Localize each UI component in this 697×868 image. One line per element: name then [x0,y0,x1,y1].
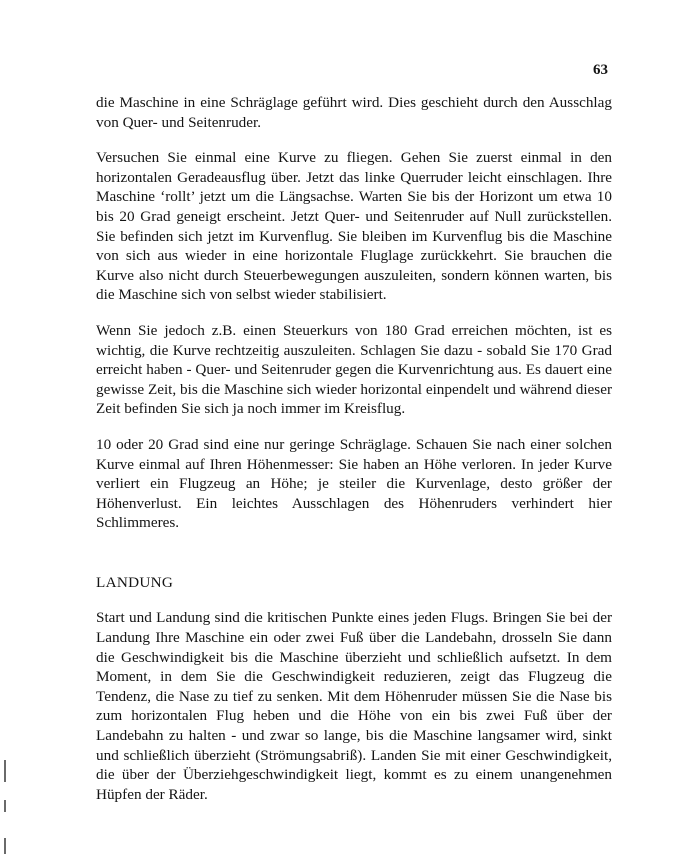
paragraph-schraeglage: die Maschine in eine Schräglage geführt wird. Dies geschieht durch den Ausschlag von Quer- und Seitenruder. [96,94,612,131]
paragraph-hoehenverlust: 10 oder 20 Grad sind eine nur geringe Schräglage. Schauen Sie nach einer solchen Kurve einmal auf Ihren Höhenmesser: Sie haben an Höhe verloren. In jeder Kurve verliert ein Flugzeug an Höhe; je steiler die Kurvenlage, desto größer der Höhenverlust. Ein leichtes Ausschlagen des Höhenruders verhindert hier Schlimmeres. [96,435,612,532]
section-heading-landung: LANDUNG [96,573,174,591]
paragraph-landung: Start und Landung sind die kritischen Punkte eines jeden Flugs. Bringen Sie bei der Landung Ihre Maschine ein oder zwei Fuß über die Landebahn, drosseln Sie dann die Geschwindigkeit bis die Maschine überzieht und schließlich aufsetzt. In dem Moment, in dem Sie die Geschwindigkeit reduzieren, zeigt das Flugzeug die Tendenz, die Nase zu tief zu senken. Mit dem Höhenruder müssen Sie die Nase bis zum horizontalen Flug heben und die Höhe von ein bis zwei Fuß über der Landebahn zu halten - und zwar so lange, bis die Maschine langsamer wird, sinkt und schließlich überzieht (Strömungsabriß). Landen Sie mit einer Geschwindigkeit, die über der Überziehgeschwindigkeit liegt, kommt es zu einem unangenehmen Hüpfen der Räder. [96,609,612,803]
paragraph-steuerkurs: Wenn Sie jedoch z.B. einen Steuerkurs von 180 Grad erreichen möchten, ist es wichtig, die Kurve rechtzeitig auszuleiten. Schlagen Sie dazu - sobald Sie 170 Grad erreicht haben - Quer- und Seitenruder gegen die Kurvenrichtung aus. Es dauert eine gewisse Zeit, bis die Maschine sich wieder horizontal einpendelt und während dieser Zeit befinden Sie sich ja noch immer im Kreisflug. [96,321,612,418]
page-content [96,93,612,820]
scan-edge-mark [4,800,6,812]
paragraph-kurve-fliegen: Versuchen Sie einmal eine Kurve zu fliegen. Gehen Sie zuerst einmal in den horizontalen Geradeausflug über. Jetzt das linke Querruder leicht einschlagen. Ihre Maschine ‘rollt’ jetzt um die Längsachse. Warten Sie bis der Horizont um etwa 10 bis 20 Grad geneigt erscheint. Jetzt Quer- und Seitenruder auf Null zurückstellen. Sie befinden sich jetzt im Kurvenflug. Sie bleiben im Kurvenflug bis die Maschine von sich aus wieder in eine horizontale Fluglage zurückkehrt. Sie brauchen die Kurve also nicht durch Steuerbewegungen auszuleiten, sondern können warten, bis die Maschine sich von selbst wieder stabilisiert. [96,149,612,304]
scan-edge-mark [4,760,6,782]
scan-edge-mark [4,838,6,854]
page-number: 63 [593,62,608,78]
